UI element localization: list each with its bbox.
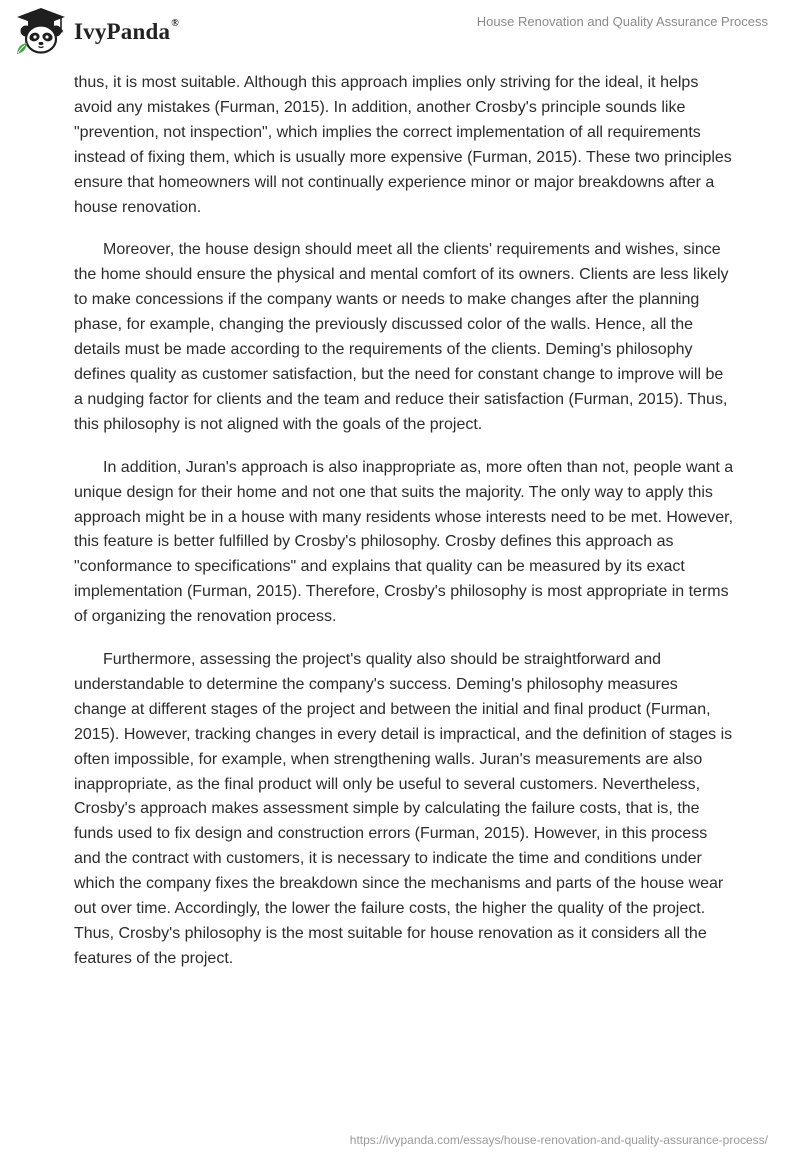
document-title: House Renovation and Quality Assurance Process [476, 14, 768, 29]
brand-name [74, 19, 179, 45]
source-url[interactable]: https://ivypanda.com/essays/house-renovation-and-quality-assurance-process/ [349, 1133, 768, 1147]
registered-mark: ® [171, 18, 179, 30]
paragraph: Moreover, the house design should meet all the clients' requirements and wishes, since the home should ensure the physical and mental comfort of its owners. Clients are less likely to make concessions if the company wants or needs to make changes after the planning phase, for example, changing the previously discussed color of the walls. Hence, all the details must be made according to the requirements of the clients. Deming's philosophy defines quality as customer satisfaction, but the need for constant change to improve will be a nudging factor for clients and the team and reduce their satisfaction (Furman, 2015). Thus, this philosophy is not aligned with the goals of the project. [74, 241, 729, 433]
brand-text: IvyPanda [74, 19, 171, 44]
paragraph-continued: thus, it is most suitable. Although this approach implies only striving for the ideal, it helps avoid any mistakes (Furman, 2015). In addition, another Crosby's principle sounds like "prevention, not inspection", which implies the correct implementation of all requirements instead of fixing them, which is usually more expensive (Furman, 2015). These two principles ensure that homeowners will not continually experience minor or major breakdowns after a house renovation. [74, 74, 732, 216]
page-header [0, 0, 800, 60]
paragraph: In addition, Juran's approach is also inappropriate as, more often than not, people want a unique design for their home and not one that suits the majority. The only way to apply this approach might be in a house with many residents whose interests need to be met. However, this feature is better fulfilled by Crosby's philosophy. Crosby defines this approach as "conformance to specifications" and explains that quality can be measured by its exact implementation (Furman, 2015). Therefore, Crosby's philosophy is most appropriate in terms of organizing the renovation process. [74, 458, 734, 626]
panda-graduate-icon [14, 6, 68, 56]
ivypanda-logo[interactable] [14, 6, 179, 56]
essay-body [74, 71, 734, 990]
paragraph: Furthermore, assessing the project's quality also should be straightforward and understandable to determine the company's success. Deming's philosophy measures change at different stages of the project and between the initial and final product (Furman, 2015). However, tracking changes in every detail is impractical, and the definition of stages is often impossible, for example, when strengthening walls. Juran's measurements are also inappropriate, as the final product will only be useful to several customers. Nevertheless, Crosby's approach makes assessment simple by calculating the failure costs, that is, the funds used to fix design and construction errors (Furman, 2015). However, in this process and the contract with customers, it is necessary to indicate the time and conditions under which the company fixes the breakdown since the mechanisms and parts of the house wear out over time. Accordingly, the lower the failure costs, the higher the quality of the project. Thus, Crosby's philosophy is the most suitable for house renovation as it considers all the features of the project. [74, 651, 733, 967]
